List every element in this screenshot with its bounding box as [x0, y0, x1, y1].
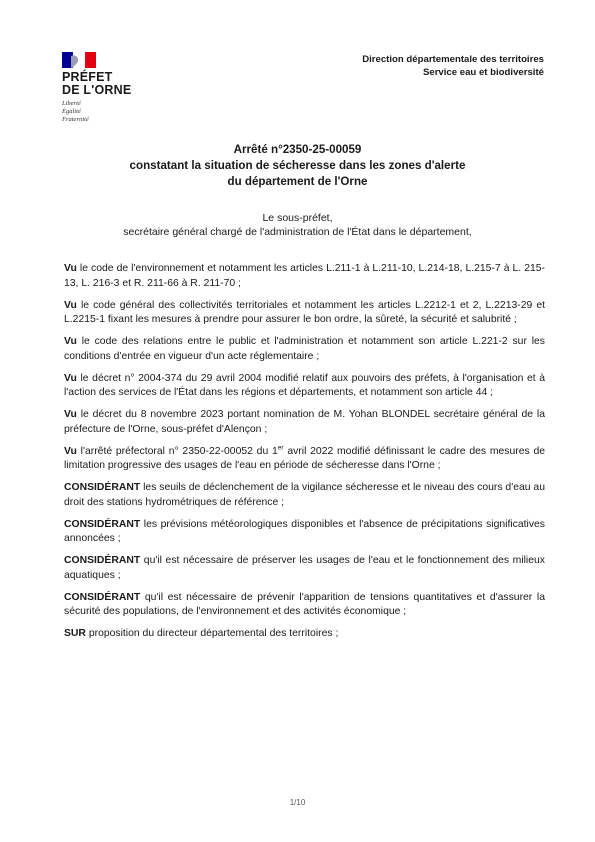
paragraph-text: les seuils de déclenchement de la vigilance sécheresse et le niveau des cours d'eau au droit des stations hydrométriques de référence ;: [64, 482, 545, 508]
paragraph-text: les prévisions météorologiques disponibles et l'absence de précipitations significatives annoncées ;: [64, 518, 545, 544]
paragraph-text: le code des relations entre le public et l'administration et notamment son article L.221-2 sur les conditions d'entrée en vigueur d'un acte réglementaire ;: [64, 336, 545, 362]
considering-paragraph: [64, 554, 545, 583]
visa-paragraph: [64, 372, 545, 401]
paragraph-keyword: Vu: [64, 445, 77, 457]
decree-subject-line-2: du département de l'Orne: [227, 175, 368, 188]
prefecture-logo: [62, 52, 152, 124]
ordinal-superscript: er: [277, 444, 284, 452]
republic-motto: [62, 100, 152, 124]
paragraph-keyword: Vu: [64, 409, 77, 420]
visa-paragraph: [64, 335, 545, 364]
page-number: 1/10: [289, 798, 306, 807]
proposal-paragraph: [64, 627, 545, 642]
paragraph-text: le code de l'environnement et notamment les articles L.211-1 à L.211-10, L.214-18, L.215-7 à L. 215-13, L. 216-3 et R. 211-66 à R. 211-70 ;: [64, 263, 545, 289]
paragraph-keyword: Vu: [64, 299, 77, 311]
paragraph-keyword: CONSIDÉRANT: [64, 518, 141, 530]
considering-paragraph: [64, 518, 545, 547]
paragraph-text: le code général des collectivités territoriales et notamment les articles L.2212-1 et 2, L.2213-29 et L.2215-1 fixant les mesures à prendre pour assurer le bon ordre, la sûreté, la sécurité et salubrité ;: [64, 299, 545, 325]
paragraph-keyword: CONSIDÉRANT: [64, 591, 141, 603]
signing-authority: [0, 211, 595, 239]
marianne-flag-icon: [62, 52, 96, 68]
paragraph-text: le décret du 8 novembre 2023 portant nomination de M. Yohan BLONDEL secrétaire général de la préfecture de l'Orne, sous-préfet d'Alençon ;: [64, 409, 545, 435]
paragraph-text: proposition du directeur départemental des territoires ;: [85, 628, 339, 639]
logo-line-2: DE L'ORNE: [62, 83, 132, 97]
paragraph-keyword: CONSIDÉRANT: [64, 482, 141, 493]
paragraph-text: l'arrêté préfectoral n° 2350-22-00052 du 1: [76, 445, 278, 457]
visa-paragraph: [64, 445, 545, 474]
decree-number: Arrêté n°2350-25-00059: [233, 143, 362, 156]
paragraph-keyword: Vu: [64, 263, 77, 274]
visa-paragraph: [64, 262, 545, 291]
paragraph-text: qu'il est nécessaire de préserver les usages de l'eau et le fonctionnement des milieux aquatiques ;: [64, 555, 545, 581]
decree-subject-line-1: constatant la situation de sécheresse dans les zones d'alerte: [129, 159, 466, 172]
paragraph-text-continued: avril 2022 modifié définissant le cadre des mesures de limitation progressive des usages de l'eau en période de sécheresse dans l'Orne ;: [64, 445, 545, 471]
paragraph-keyword: SUR: [64, 628, 86, 639]
logo-line-1: PRÉFET: [62, 70, 113, 84]
issuing-department: [362, 54, 544, 79]
authority-title: Le sous-préfet,: [262, 212, 333, 224]
motto-egalite: Égalité: [62, 108, 81, 115]
paragraph-keyword: CONSIDÉRANT: [64, 555, 141, 566]
paragraph-keyword: Vu: [64, 372, 77, 384]
motto-fraternite: Fraternité: [62, 116, 89, 123]
decree-body: [64, 262, 545, 649]
logo-title: [62, 71, 152, 97]
considering-paragraph: [64, 591, 545, 620]
decree-title: [0, 142, 595, 190]
direction-name: Direction départementale des territoires: [362, 54, 544, 65]
visa-paragraph: [64, 408, 545, 437]
paragraph-text: le décret n° 2004-374 du 29 avril 2004 modifié relatif aux pouvoirs des préfets, à l'organisation et à l'action des services de l'État dans les régions et départements, et notamment son article 44 ;: [64, 372, 545, 398]
paragraph-text: qu'il est nécessaire de prévenir l'apparition de tensions quantitatives et d'assurer la sécurité des populations, de l'environnement et des activités économique ;: [64, 591, 545, 617]
visa-paragraph: [64, 299, 545, 328]
considering-paragraph: [64, 481, 545, 510]
paragraph-keyword: Vu: [64, 336, 77, 347]
motto-liberte: Liberté: [62, 100, 81, 107]
authority-description: secrétaire général chargé de l'administration de l'État dans le département,: [123, 226, 472, 238]
service-name: Service eau et biodiversité: [422, 66, 544, 78]
